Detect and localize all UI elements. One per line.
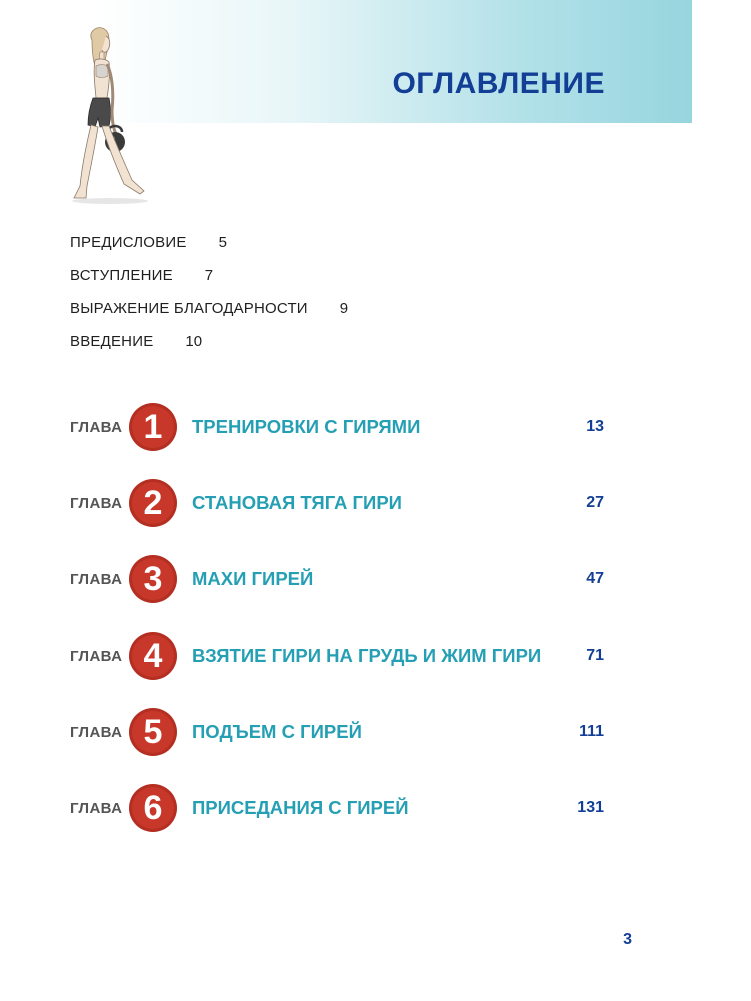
front-matter-title: ВВЕДЕНИЕ: [70, 333, 154, 350]
page-title: ОГЛАВЛЕНИЕ: [392, 67, 605, 100]
chapter-entry-3[interactable]: [70, 555, 604, 605]
front-matter-page: 9: [339, 300, 349, 317]
front-matter-item[interactable]: [70, 292, 348, 325]
chapter-label: ГЛАВА: [70, 648, 123, 665]
chapter-number-badge: 6: [129, 784, 177, 832]
chapter-number-badge: 1: [129, 403, 177, 451]
woman-with-kettlebell-illustration: [62, 26, 158, 206]
page-number: 3: [623, 931, 632, 948]
chapter-entry-4[interactable]: [70, 632, 604, 682]
chapter-page-number: 27: [586, 494, 604, 511]
chapter-entry-1[interactable]: [70, 403, 604, 453]
chapter-number-badge: 5: [129, 708, 177, 756]
chapter-number-badge: 4: [129, 632, 177, 680]
chapter-page-number: 47: [586, 570, 604, 587]
chapter-label: ГЛАВА: [70, 495, 123, 512]
chapter-page-number: 131: [577, 799, 604, 816]
front-matter-title: ВЫРАЖЕНИЕ БЛАГОДАРНОСТИ: [70, 300, 308, 317]
chapter-entry-5[interactable]: [70, 708, 604, 758]
front-matter-item[interactable]: [70, 259, 348, 292]
chapter-title: МАХИ ГИРЕЙ: [192, 568, 314, 589]
chapter-page-number: 71: [586, 647, 604, 664]
chapter-title: СТАНОВАЯ ТЯГА ГИРИ: [192, 492, 402, 513]
front-matter-item[interactable]: [70, 226, 348, 259]
chapter-title: ТРЕНИРОВКИ С ГИРЯМИ: [192, 416, 421, 437]
front-matter-page: 10: [185, 333, 203, 350]
front-matter-title: ВСТУПЛЕНИЕ: [70, 267, 173, 284]
front-matter-title: ПРЕДИСЛОВИЕ: [70, 234, 187, 251]
chapter-title: ВЗЯТИЕ ГИРИ НА ГРУДЬ И ЖИМ ГИРИ: [192, 645, 542, 666]
front-matter-item[interactable]: [70, 325, 348, 358]
chapter-label: ГЛАВА: [70, 724, 123, 741]
chapter-label: ГЛАВА: [70, 571, 123, 588]
chapter-number-badge: 2: [129, 479, 177, 527]
front-matter-page: 7: [204, 267, 214, 284]
chapter-entry-2[interactable]: [70, 479, 604, 529]
chapter-page-number: 111: [579, 723, 604, 740]
front-matter-page: 5: [218, 234, 227, 251]
front-matter-list: [70, 226, 348, 358]
chapter-entry-6[interactable]: [70, 784, 604, 834]
chapter-label: ГЛАВА: [70, 800, 123, 817]
chapter-page-number: 13: [586, 418, 604, 435]
chapter-label: ГЛАВА: [70, 419, 123, 436]
chapter-number-badge: 3: [129, 555, 177, 603]
chapter-title: ПОДЪЕМ С ГИРЕЙ: [192, 721, 362, 742]
chapter-title: ПРИСЕДАНИЯ С ГИРЕЙ: [192, 797, 409, 818]
